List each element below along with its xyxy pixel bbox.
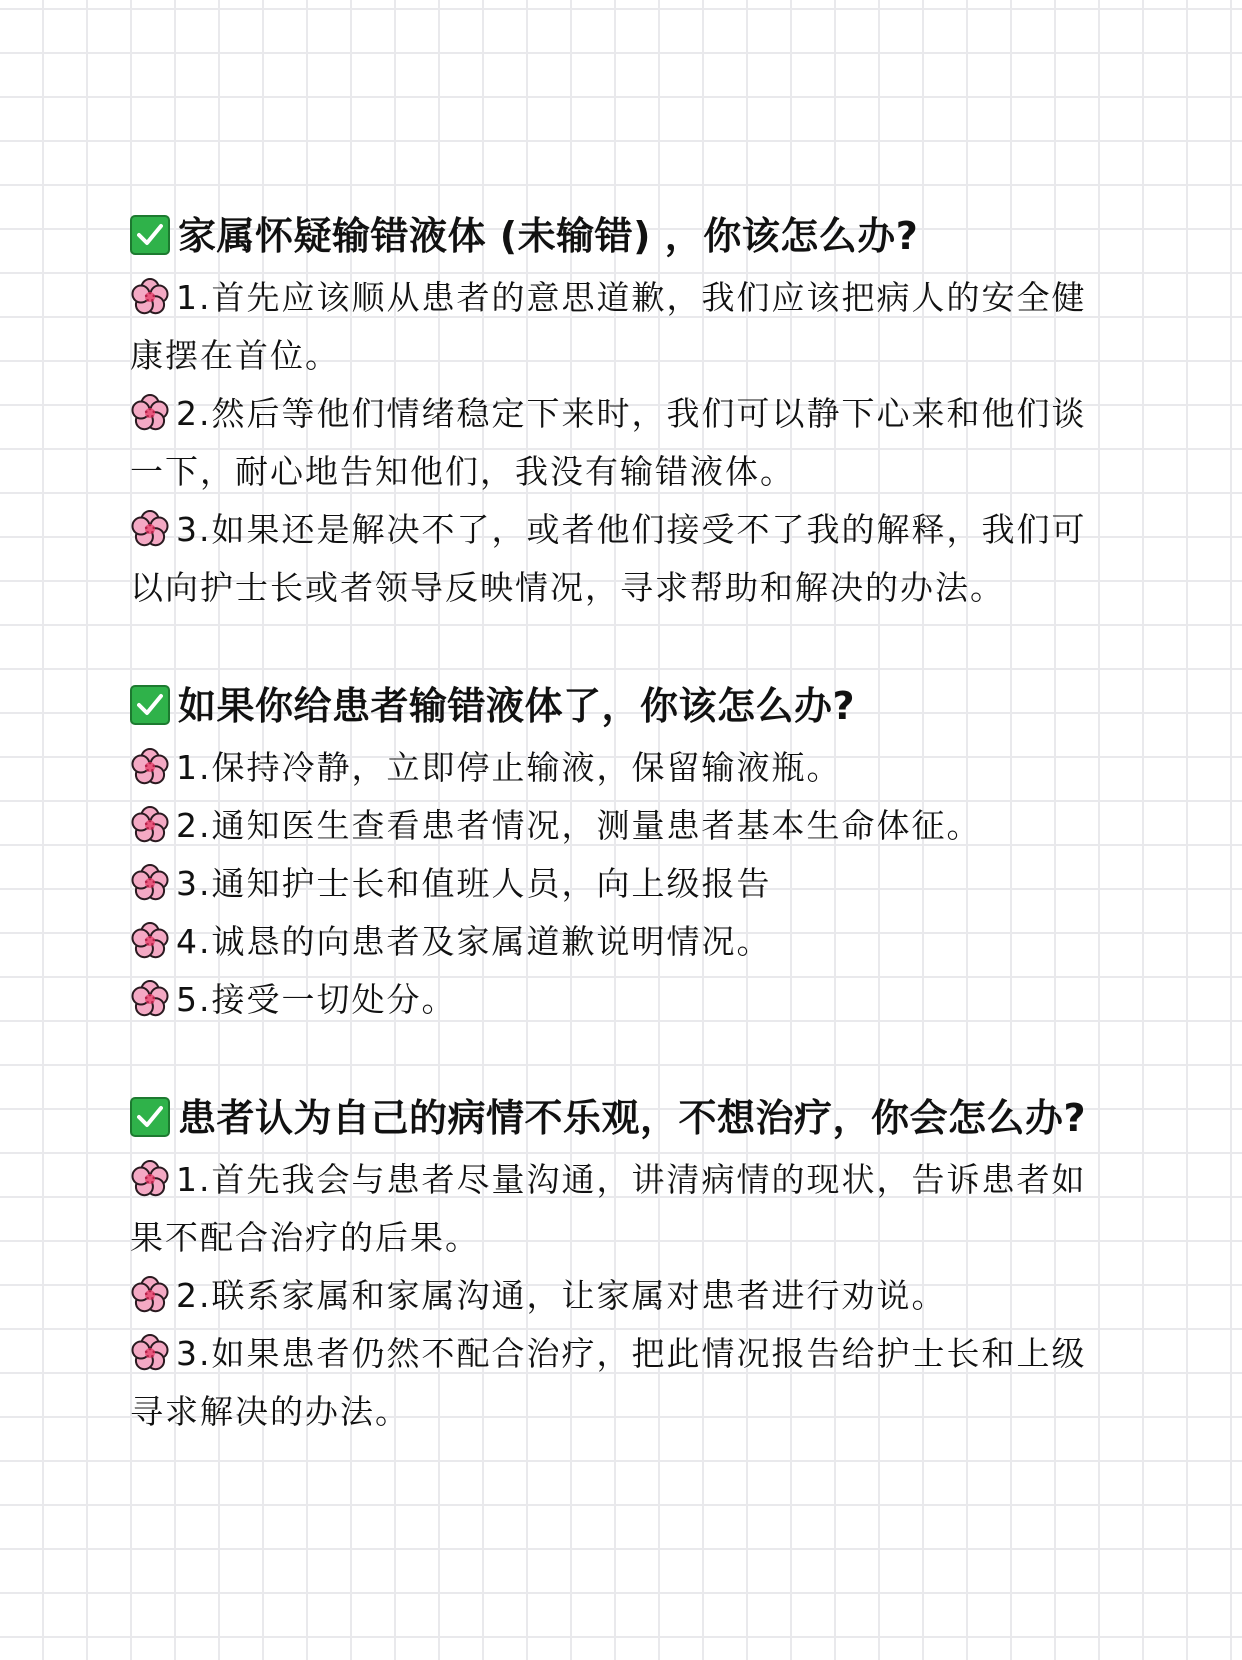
list-item <box>130 855 1120 913</box>
list-item-text: 2.通知医生查看患者情况，测量患者基本生命体征。 <box>176 806 982 845</box>
list-item <box>130 1151 1120 1267</box>
content <box>130 205 1120 1441</box>
section-heading <box>130 1087 1120 1149</box>
cherry-blossom-icon <box>130 805 170 845</box>
cherry-blossom-icon <box>130 863 170 903</box>
list-item-text: 1.首先应该顺从患者的意思道歉，我们应该把病人的安全健康摆在首位。 <box>130 278 1087 375</box>
list-item <box>130 385 1120 501</box>
section-3 <box>130 1087 1120 1441</box>
cherry-blossom-icon <box>130 1159 170 1199</box>
list-item-text: 3.如果还是解决不了，或者他们接受不了我的解释，我们可以向护士长或者领导反映情况，寻求帮助和解决的办法。 <box>130 510 1087 607</box>
section-title: 家属怀疑输错液体 (未输错) ，你该怎么办? <box>178 214 919 258</box>
list-item <box>130 501 1120 617</box>
cherry-blossom-icon <box>130 509 170 549</box>
list-item <box>130 1267 1120 1325</box>
list-item-text: 2.然后等他们情绪稳定下来时，我们可以静下心来和他们谈一下，耐心地告知他们，我没有输错液体。 <box>130 394 1087 491</box>
section-heading <box>130 205 1120 267</box>
list-item <box>130 797 1120 855</box>
cherry-blossom-icon <box>130 277 170 317</box>
list-item <box>130 971 1120 1029</box>
cherry-blossom-icon <box>130 1275 170 1315</box>
list-item-text: 3.如果患者仍然不配合治疗，把此情况报告给护士长和上级寻求解决的办法。 <box>130 1334 1087 1431</box>
list-item-text: 5.接受一切处分。 <box>176 980 457 1019</box>
list-item-text: 1.首先我会与患者尽量沟通，讲清病情的现状，告诉患者如果不配合治疗的后果。 <box>130 1160 1087 1257</box>
list-item-text: 2.联系家属和家属沟通，让家属对患者进行劝说。 <box>176 1276 947 1315</box>
list-item <box>130 913 1120 971</box>
cherry-blossom-icon <box>130 393 170 433</box>
section-heading <box>130 675 1120 737</box>
cherry-blossom-icon <box>130 747 170 787</box>
cherry-blossom-icon <box>130 979 170 1019</box>
list-item-text: 1.保持冷静，立即停止输液，保留输液瓶。 <box>176 748 842 787</box>
list-item <box>130 269 1120 385</box>
check-mark-icon <box>130 1097 170 1137</box>
list-item <box>130 739 1120 797</box>
check-mark-icon <box>130 215 170 255</box>
cherry-blossom-icon <box>130 1333 170 1373</box>
list-item-text: 4.诚恳的向患者及家属道歉说明情况。 <box>176 922 772 961</box>
section-2 <box>130 675 1120 1029</box>
section-title: 患者认为自己的病情不乐观，不想治疗，你会怎么办? <box>178 1096 1087 1140</box>
section-title: 如果你给患者输错液体了，你该怎么办? <box>178 684 856 728</box>
list-item <box>130 1325 1120 1441</box>
cherry-blossom-icon <box>130 921 170 961</box>
list-item-text: 3.通知护士长和值班人员，向上级报告 <box>176 864 772 903</box>
check-mark-icon <box>130 685 170 725</box>
section-1 <box>130 205 1120 617</box>
